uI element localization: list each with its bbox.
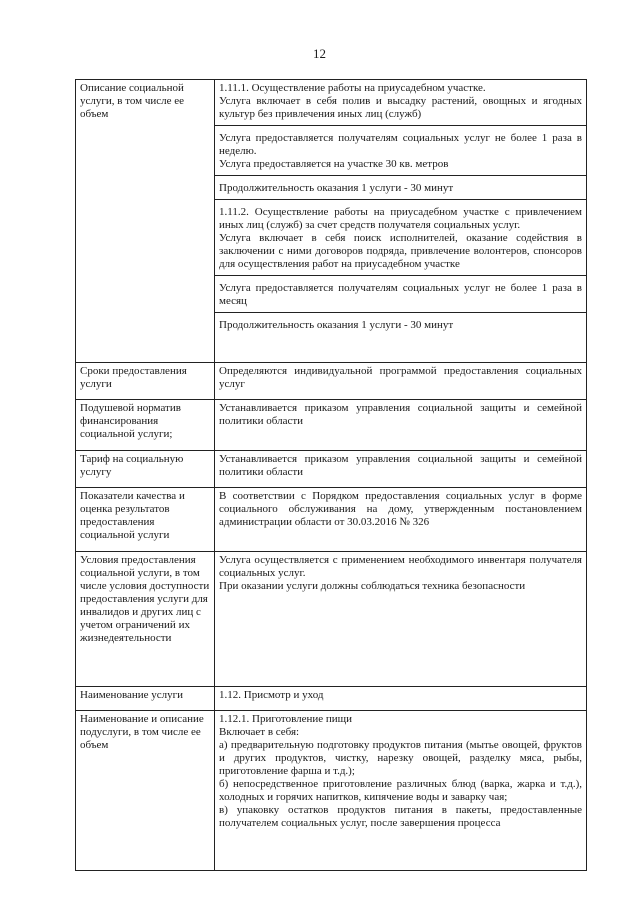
table-row bbox=[76, 80, 587, 363]
paragraph: Услуга включает в себя полив и высадку растений, овощных и ягодных культур без привлечения иных лиц (служб) bbox=[219, 95, 582, 120]
paragraph: Устанавливается приказом управления социальной защиты и семейной политики области bbox=[219, 453, 582, 478]
row-content bbox=[215, 400, 587, 451]
row-label: Показатели качества и оценка результатов предоставления социальной услуги bbox=[76, 488, 215, 552]
row-label: Сроки предоставления услуги bbox=[76, 363, 215, 400]
row-label: Описание социальной услуги, в том числе ее объем bbox=[76, 80, 215, 363]
paragraph: Определяются индивидуальной программой предоставления социальных услуг bbox=[219, 365, 582, 390]
table-row bbox=[76, 400, 587, 451]
paragraph: Услуга предоставляется получателям социальных услуг не более 1 раза в месяц bbox=[219, 282, 582, 307]
paragraph: 1.12. Присмотр и уход bbox=[219, 689, 324, 701]
table-row bbox=[76, 451, 587, 488]
row-content bbox=[215, 711, 587, 871]
paragraph: 1.11.1. Осуществление работы на приусадебном участке. bbox=[219, 82, 486, 94]
paragraph: Услуга включает в себя поиск исполнителей, оказание содействия в заключении с ними договоров подряда, привлечение волонтеров, спонсоров для осуществления работ на приусадебном участке bbox=[219, 232, 582, 270]
paragraph: Продолжительность оказания 1 услуги - 30 минут bbox=[219, 319, 454, 331]
page-number: 12 bbox=[313, 46, 326, 61]
services-table bbox=[75, 79, 587, 871]
paragraph: Услуга предоставляется на участке 30 кв. метров bbox=[219, 158, 449, 170]
table-row bbox=[76, 363, 587, 400]
row-content bbox=[215, 363, 587, 400]
paragraph: Услуга осуществляется с применением необходимого инвентаря получателя социальных услуг. bbox=[219, 554, 582, 579]
service-block bbox=[219, 82, 582, 121]
table-row bbox=[76, 687, 587, 711]
table-row bbox=[76, 488, 587, 552]
service-block bbox=[215, 175, 586, 195]
row-content bbox=[215, 80, 587, 363]
paragraph: При оказании услуги должны соблюдаться техника безопасности bbox=[219, 580, 526, 592]
service-block bbox=[215, 312, 586, 332]
row-content bbox=[215, 488, 587, 552]
table-row bbox=[76, 711, 587, 871]
table-row bbox=[76, 552, 587, 687]
row-content bbox=[215, 552, 587, 687]
paragraph: б) непосредственное приготовление различных блюд (варка, жарка и т.д.), холодных и горячих напитков, кипячение воды и заварку чая; bbox=[219, 778, 582, 803]
service-block bbox=[215, 199, 586, 271]
service-block bbox=[215, 275, 586, 308]
paragraph: а) предварительную подготовку продуктов питания (мытье овощей, фруктов и других продуктов, чистку, нарезку овощей, разделку мяса, рыбы, приготовление фарша и т.д.); bbox=[219, 739, 582, 777]
row-content bbox=[215, 687, 587, 711]
paragraph: Продолжительность оказания 1 услуги - 30 минут bbox=[219, 182, 454, 194]
row-label: Подушевой норматив финансирования социальной услуги; bbox=[76, 400, 215, 451]
paragraph: Устанавливается приказом управления социальной защиты и семейной политики области bbox=[219, 402, 582, 427]
row-content bbox=[215, 451, 587, 488]
service-block bbox=[215, 125, 586, 171]
paragraph: В соответствии с Порядком предоставления социальных услуг в форме социального обслуживания на дому, утвержденным постановлением администрации области от 30.03.2016 № 326 bbox=[219, 490, 582, 528]
row-label: Тариф на социальную услугу bbox=[76, 451, 215, 488]
paragraph: Включает в себя: bbox=[219, 726, 300, 738]
paragraph: Услуга предоставляется получателям социальных услуг не более 1 раза в неделю. bbox=[219, 132, 582, 157]
paragraph: 1.12.1. Приготовление пищи bbox=[219, 713, 353, 725]
paragraph: в) упаковку остатков продуктов питания в пакеты, предоставленные получателем социальных услуг, после завершения процесса bbox=[219, 804, 582, 829]
row-label: Наименование и описание подуслуги, в том числе ее объем bbox=[76, 711, 215, 871]
row-label: Наименование услуги bbox=[76, 687, 215, 711]
row-label: Условия предоставления социальной услуги, в том числе условия доступности предоставления услуги для инвалидов и других лиц с учетом ограничений их жизнедеятельности bbox=[76, 552, 215, 687]
paragraph: 1.11.2. Осуществление работы на приусадебном участке с привлечением иных лиц (служб) за счет средств получателя социальных услуг. bbox=[219, 206, 582, 231]
